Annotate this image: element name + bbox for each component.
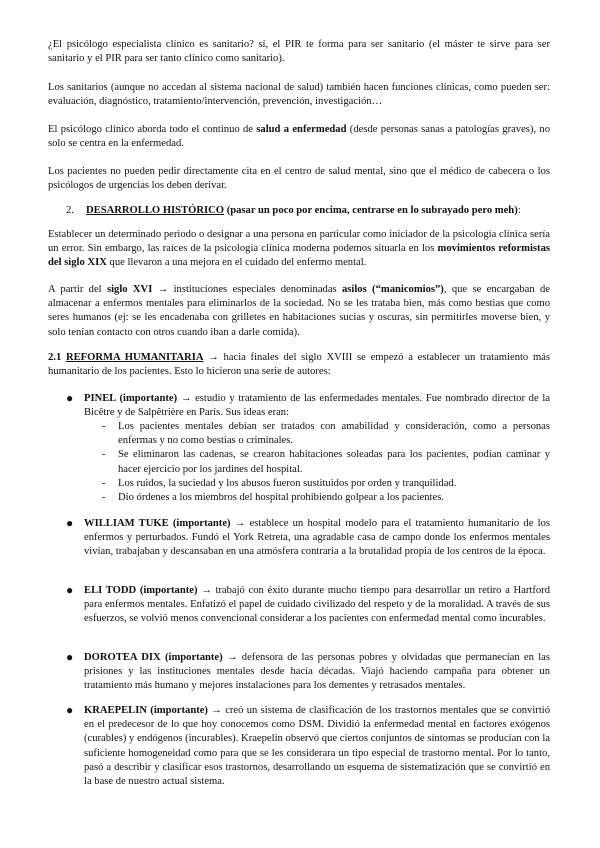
list-item — [102, 477, 550, 491]
autor-name: PINEL (importante) — [84, 393, 178, 404]
asilos-text-c: → instituciones especiales denominadas — [152, 284, 342, 295]
reforma-text: → hacia finales del siglo XVIII se empezó a establecer un tratamiento más humanitario de los pacientes. Esto lo hicieron una serie de autores: — [48, 352, 551, 378]
section-title: DESARROLLO HISTÓRICO — [86, 205, 225, 216]
bullet-icon: ● — [66, 650, 74, 664]
continuo-text-a: El psicólogo clínico aborda todo el continuo de — [48, 124, 257, 135]
paragraph-raices — [48, 228, 550, 271]
list-item — [102, 448, 550, 476]
paragraph-sanitarios: Los sanitarios (aunque no accedan al sistema nacional de salud) también hacen funciones clínicas, como pueden ser: evaluación, diagnóstico, tratamiento/intervención, prevención, investigación… — [48, 82, 550, 108]
autor-text: → establece un hospital modelo para el tratamiento humanitario de los enfermos y perturbados. Fundó el York Retreta, una agradable casa de campo donde los enfermos mentales vivían, trabajaban y descansaban en una atmósfera contraria a la brutalidad propia de los centros de la época. — [84, 518, 550, 558]
paragraph-reforma — [48, 351, 550, 379]
dash-icon: - — [102, 421, 106, 432]
idea-text: Dio órdenes a los miembros del hospital prohibiendo golpear a los pacientes. — [118, 492, 444, 504]
asilos-siglo: siglo XVI — [106, 284, 153, 295]
paragraph-derivacion: Los pacientes no pueden pedir directamente cita en el centro de salud mental, sino que el médico de cabecera o los psicólogos de urgencias los deben derivar. — [48, 166, 550, 192]
pinel-ideas-list — [102, 420, 550, 505]
reforma-title: REFORMA HUMANITARIA — [65, 352, 204, 363]
bullet-icon: ● — [66, 391, 74, 405]
autor-kraepelin — [84, 704, 550, 789]
paragraph-pir: ¿El psicólogo especialista clínico es sanitario? sí, el PIR te forma para ser sanitario (el máster te sirve para ser sanitario y el PIR para ser tanto clínico como sanitario). — [48, 39, 550, 65]
bullet-icon: ● — [66, 703, 74, 717]
autor-text: → estudio y tratamiento de las enfermedades mentales. Fue nombrado director de la Bicêtre y de Salpêtrière en París. Sus ideas eran: — [84, 393, 550, 419]
idea-text: Los pacientes mentales debían ser tratados con amabilidad y consideración, como a personas enfermas y no como bestias o criminales. — [118, 421, 550, 447]
asilos-manicomios: asilos (“manicomios”) — [341, 284, 444, 295]
autor-name: DOROTEA DIX (importante) — [84, 652, 223, 663]
autor-name: ELI TODD (importante) — [84, 585, 198, 596]
autor-name: KRAEPELIN (importante) — [84, 705, 208, 716]
raices-text-a: Establecer un determinado periodo o designar a una persona en particular como iniciador de la psicología clínica sería un error. Sin embargo, las raíces de la psicología clínica moderna podemos situarla en los — [48, 229, 550, 255]
autor-text: → creó un sistema de clasificación de los trastornos mentales que se convirtió en el predecesor de lo que hoy conocemos como DSM. Dividió la enfermedad mental en factores exógenos (curables) y endógenos (incurables). Kraepelin observó que ciertos conjuntos de síntomas se producían con la suficiente homogeneidad como para que se les considerara un tipo especial de trastorno mental. Por lo tanto, pasó a describir y clasificar esos trastornos, desarrollando un esquema de sistematización que se convirtió en la base de nuestro actual sistema. — [84, 705, 550, 788]
autor-text: → trabajó con éxito durante mucho tiempo para desarrollar un retiro a Hartford para enfermos mentales. Enfatizó el papel de cuidado civilizado del respeto y de la moralidad. A través de sus esfuerzos, se volvió menos convencional considerar a los pacientes con enfermedad mental como incurables. — [84, 585, 551, 625]
reforma-number: 2.1 — [48, 352, 66, 363]
list-item — [102, 491, 550, 505]
autor-dix — [84, 651, 550, 694]
asilos-text-e: , que se encargaban de almacenar a enfermos mentales para eliminarlos de la sociedad. No se les trataba bien, más como bestias que como seres humanos (ej: se les encadenaba con grilletes en habitaciones sucias y oscuras, sin permitirles moverse bien, y solo tenían contacto con otros cuando iban a darle comida). — [48, 284, 550, 338]
asilos-text-a: A partir del — [48, 284, 107, 295]
continuo-bold: salud a enfermedad — [256, 124, 347, 135]
raices-text-c: que llevaron a una mejora en el cuidado del enfermo mental. — [106, 257, 367, 269]
raices-bold: movimientos reformistas del siglo XIX — [48, 243, 550, 269]
autor-todd — [84, 584, 550, 627]
autor-name: WILLIAM TUKE (importante) — [84, 518, 231, 529]
section-heading-desarrollo — [66, 204, 550, 218]
idea-text: Se eliminaron las cadenas, se crearon habitaciones soleadas para los pacientes, podían caminar y hacer ejercicio por los jardines del hospital. — [118, 449, 550, 475]
paragraph-asilos — [48, 283, 550, 340]
autor-pinel — [84, 392, 550, 420]
continuo-text-c: (desde personas sanas a patologías graves), no solo se centra en la enfermedad. — [48, 124, 550, 150]
bullet-icon: ● — [66, 583, 74, 597]
dash-icon: - — [102, 477, 106, 489]
section-trail: : — [517, 205, 521, 216]
section-number: 2. — [66, 205, 74, 216]
autor-text: → defensora de las personas pobres y olvidadas que permanecían en las prisiones y las instituciones mentales desde hacía décadas. Viajó haciendo campaña para obtener un tratamiento más humano y mejores instalaciones para los dementes y retrasados mentales. — [84, 652, 550, 692]
autor-tuke — [84, 517, 550, 560]
section-note: (pasar un poco por encima, centrarse en lo subrayado pero meh) — [224, 205, 518, 216]
dash-icon: - — [102, 492, 106, 504]
bullet-icon: ● — [66, 516, 74, 530]
paragraph-continuo — [48, 123, 550, 151]
list-item — [102, 420, 550, 448]
idea-text: Los ruidos, la suciedad y los abusos fueron sustituidos por orden y tranquilidad. — [118, 477, 457, 489]
dash-icon: - — [102, 449, 106, 461]
